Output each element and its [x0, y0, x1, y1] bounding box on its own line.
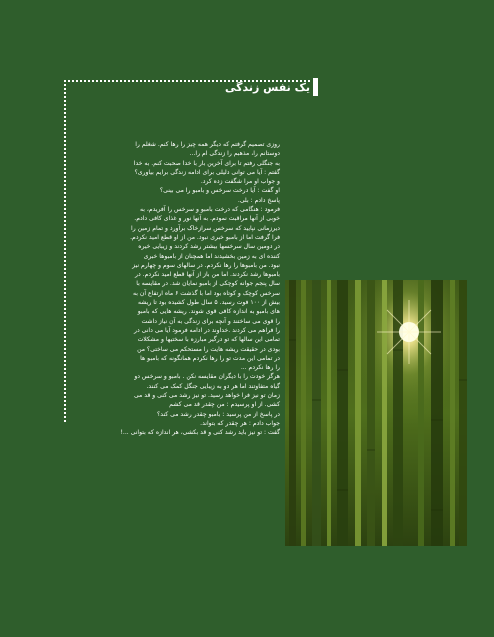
article-title: یک نفس زندگی	[225, 81, 310, 94]
dotted-frame-left	[64, 80, 66, 422]
title-accent-bar	[313, 78, 318, 96]
article-body: روزی تصمیم گرفتم که دیگر همه چیز را رها کنم. شغلم را دوستانم را، مذهبم را زندگی ام را... به جنگلی رفتم تا برای آخرین بار با خدا صحبت کنم. به خدا گفتم : آیا می توانی دلیلی برای ادامه زندگی برایم بیاوری؟ و جواب او مرا شگفت زده کرد. او گفت : آیا درخت سرخس و بامبو را می بینی؟ پاسخ دادم : بلی. فرمود : هنگامی که درخت بامبو و سرخس را آفریدم، به خوبی از آنها مراقبت نمودم. به آنها نور و غذای کافی دادم. دیرزمانی نپایید که سرخس سرازخاک برآورد و تمام زمین را فرا گرفت اما از بامبو خبری نبود. من از او قطع امید نکردم. در دومین سال سرخسها بیشتر رشد کردند و زیبایی خیره کننده ای به زمین بخشیدند اما همچنان از بامبوها خبری نبود. من بامبوها را رها نکردم. در سالهای سوم و چهارم نیز بامبوها رشد نکردند. اما من باز از آنها قطع امید نکردم. در سال پنجم جوانه کوچکی از بامبو نمایان شد. در مقایسه با سرخس کوچک و کوتاه بود اما با گذشت ۶ ماه ارتفاع آن به بیش از ۱۰۰ فوت رسید. ۵ سال طول کشیده بود تا ریشه های بامبو به اندازه کافی قوی شوند. ریشه هایی که بامبو را قوی می ساختند و آنچه برای زندگی به آن نیاز داشت را فراهم می کردند .خداوند در ادامه فرمود آیا می دانی در تمامی این سالها که تو درگیر مبارزه با سختیها و مشکلات بودی در حقیقت ریشه هایت را مستحکم می ساختی؟ من در تمامی این مدت تو را رها نکردم همانگونه که بامبو ها را رها نکردم ... هرگز خودت را با دیگران مقایسه نکن . بامبو و سرخس دو گیاه متفاوتند اما هر دو به زیبایی جنگل کمک می کنند. زمان تو نیز فرا خواهد رسید. تو نیز رشد می کنی و قد می کشی. از او پرسیدم : من چقدر قد می کشم در پاسخ از من پرسید : بامبو چقدر رشد می کند؟ جواب دادم : هر چقدر که بتواند. گفت : تو نیز باید رشد کنی و قد بکشی، هر اندازه که بتوانی ...!	[120, 141, 280, 437]
bamboo-forest-photo	[285, 280, 467, 546]
